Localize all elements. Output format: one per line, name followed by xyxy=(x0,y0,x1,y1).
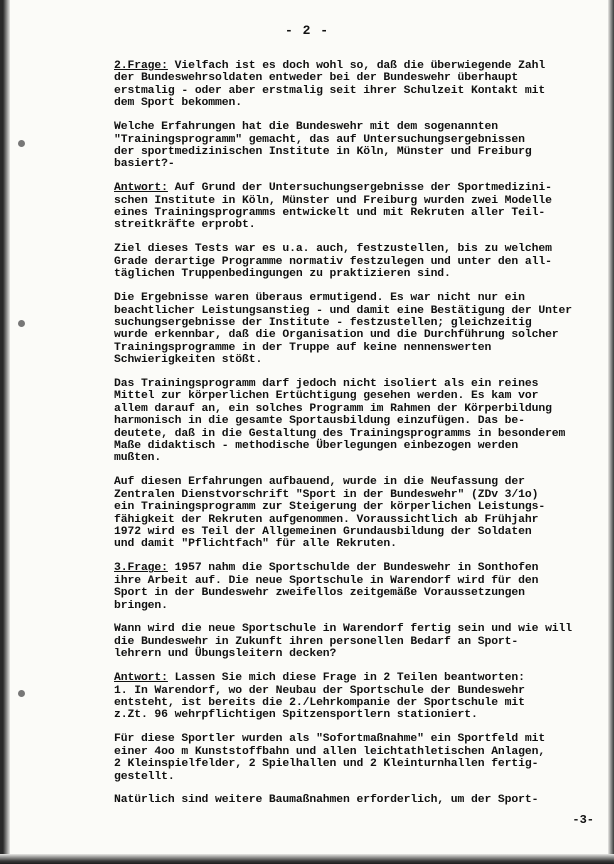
text-line xyxy=(114,182,594,194)
text-line xyxy=(114,317,594,329)
line-text: Natürlich sind weitere Baumaßnahmen erforderlich, um der Sport- xyxy=(114,794,539,807)
text-line xyxy=(114,672,594,684)
line-text: und damit "Pflichtfach" für alle Rekruten. xyxy=(114,538,397,551)
text-line xyxy=(114,440,594,452)
text-line xyxy=(114,243,594,255)
line-text: schen Institute in Köln, Münster und Freiburg wurden zwei Modelle xyxy=(114,194,552,207)
text-line xyxy=(114,538,594,550)
text-line xyxy=(114,428,594,440)
next-page-marker: -3- xyxy=(572,813,594,827)
text-line xyxy=(114,771,594,783)
document-body xyxy=(114,60,594,818)
line-text: Grade derartige Programme normativ festzulegen und unter den all- xyxy=(114,255,552,268)
line-text: fähigkeit der Rekruten aufgenommen. Voraussichtlich ab Frühjahr xyxy=(114,513,539,526)
line-text: der Bundeswehrsoldaten entweder bei der Bundeswehr überhaupt xyxy=(114,72,519,85)
paragraph xyxy=(114,182,594,232)
text-line xyxy=(114,305,594,317)
line-text: bringen. xyxy=(114,599,168,612)
line-text: Die Ergebnisse waren überaus ermutigend. Es war nicht nur ein xyxy=(114,292,525,305)
line-text: täglichen Truppenbedingungen zu praktizieren sind. xyxy=(114,268,451,281)
text-line xyxy=(114,354,594,366)
text-line xyxy=(114,758,594,770)
text-line xyxy=(114,121,594,133)
text-line xyxy=(114,60,594,72)
text-line xyxy=(114,746,594,758)
paragraph xyxy=(114,378,594,465)
text-line xyxy=(114,685,594,697)
paragraph xyxy=(114,121,594,171)
line-text: Das Trainingsprogramm darf jedoch nicht isoliert als ein reines xyxy=(114,378,539,391)
text-line xyxy=(114,452,594,464)
text-line xyxy=(114,378,594,390)
line-text: harmonisch in die gesamte Sportausbildung einzufügen. Das be- xyxy=(114,415,525,428)
text-line xyxy=(114,403,594,415)
paragraph-label: Antwort: xyxy=(114,182,168,195)
line-text: Auf Grund der Untersuchungsergebnisse der Sportmedizini- xyxy=(167,182,552,195)
line-text: 2 Kleinspielfelder, 2 Spielhallen und 2 Kleinturnhallen fertig- xyxy=(114,758,539,771)
line-text: ein Trainingsprogramm zur Steigerung der körperlichen Leistungs- xyxy=(114,501,546,514)
line-text: "Trainingsprogramm" gemacht, das auf Untersuchungsergebnissen xyxy=(114,133,525,146)
line-text: Auf diesen Erfahrungen aufbauend, wurde in die Neufassung der xyxy=(114,476,525,489)
text-line xyxy=(114,733,594,745)
scan-edge-right xyxy=(608,0,614,864)
text-line xyxy=(114,134,594,146)
line-text: die Bundeswehr in Zukunft ihren personellen Bedarf an Sport- xyxy=(114,635,519,648)
text-line xyxy=(114,636,594,648)
line-text: Schwierigkeiten stößt. xyxy=(114,354,263,367)
line-text: 1957 nahm die Sportschulde der Bundeswehr in Sonthofen xyxy=(167,562,539,575)
line-text: Ziel dieses Tests war es u.a. auch, festzustellen, bis zu welchem xyxy=(114,243,552,256)
line-text: deutete, daß in die Gestaltung des Trainingsprogramms in besonderem xyxy=(114,427,566,440)
line-text: einer 4oo m Kunststoffbahn und allen leichtathletischen Anlagen, xyxy=(114,745,546,758)
line-text: entsteht, ist bereits die 2./Lehrkompanie der Sportschule mit xyxy=(114,696,525,709)
line-text: ihre Arbeit auf. Die neue Sportschule in Warendorf wird für den xyxy=(114,574,539,587)
text-line xyxy=(114,146,594,158)
line-text: basiert?- xyxy=(114,158,175,171)
text-line xyxy=(114,648,594,660)
text-line xyxy=(114,489,594,501)
text-line xyxy=(114,514,594,526)
text-line xyxy=(114,390,594,402)
text-line xyxy=(114,158,594,170)
line-text: der sportmedizinischen Institute in Köln, Münster und Freiburg xyxy=(114,145,532,158)
line-text: Vielfach ist es doch wohl so, daß die überwiegende Zahl xyxy=(167,60,546,72)
text-line xyxy=(114,600,594,612)
text-line xyxy=(114,207,594,219)
text-line xyxy=(114,72,594,84)
text-line xyxy=(114,268,594,280)
paragraph-label: Antwort: xyxy=(114,672,168,685)
line-text: dem Sport bekommen. xyxy=(114,97,242,110)
line-text: z.Zt. 96 wehrpflichtigen Spitzensportlern stationiert. xyxy=(114,709,478,722)
line-text: 1972 wird es Teil der Allgemeinen Grundausbildung der Soldaten xyxy=(114,526,532,538)
punch-hole-mark xyxy=(18,140,25,147)
page-number: - 2 - xyxy=(284,23,329,38)
paragraph xyxy=(114,794,594,806)
scan-edge-bottom xyxy=(0,854,614,864)
paragraph-label: 2.Frage: xyxy=(114,60,168,72)
text-line xyxy=(114,697,594,709)
line-text: gestellt. xyxy=(114,770,175,783)
line-text: beachtlicher Leistungsanstieg - und damit eine Bestätigung der Unter xyxy=(114,304,573,317)
paragraph xyxy=(114,60,594,110)
paragraph xyxy=(114,476,594,550)
paragraph xyxy=(114,243,594,280)
line-text: mußten. xyxy=(114,452,162,465)
text-line xyxy=(114,709,594,721)
paragraph xyxy=(114,623,594,660)
line-text: Für diese Sportler wurden als "Sofortmaßnahme" ein Sportfeld mit xyxy=(114,733,546,746)
text-line xyxy=(114,292,594,304)
line-text: Maße didaktisch - methodische Überlegungen einbezogen werden xyxy=(114,440,519,453)
text-line xyxy=(114,526,594,538)
text-line xyxy=(114,195,594,207)
text-line xyxy=(114,85,594,97)
line-text: Mittel zur körperlichen Ertüchtigung gesehen werden. Es kam vor xyxy=(114,390,539,403)
text-line xyxy=(114,623,594,635)
line-text: allem darauf an, ein solches Programm im Rahmen der Körperbildung xyxy=(114,402,552,415)
line-text: eines Trainingsprogramms entwickelt und mit Rekruten aller Teil- xyxy=(114,207,546,220)
scan-edge-left xyxy=(0,0,10,864)
text-line xyxy=(114,476,594,488)
line-text: 1. In Warendorf, wo der Neubau der Sportschule der Bundeswehr xyxy=(114,684,525,697)
text-line xyxy=(114,256,594,268)
line-text: Trainingsprogramme in der Truppe auf keine nennenswerten xyxy=(114,341,492,354)
text-line xyxy=(114,97,594,109)
text-line xyxy=(114,342,594,354)
line-text: erstmalig - oder aber erstmalig seit ihrer Schulzeit Kontakt mit xyxy=(114,84,546,97)
text-line xyxy=(114,329,594,341)
line-text: Sport in der Bundeswehr zweifellos zeitgemäße Voraussetzungen xyxy=(114,587,525,600)
line-text: Zentralen Dienstvorschrift "Sport in der Bundeswehr" (ZDv 3/1o) xyxy=(114,488,539,501)
paragraph xyxy=(114,562,594,612)
paragraph xyxy=(114,292,594,366)
text-line xyxy=(114,794,594,806)
paragraph-label: 3.Frage: xyxy=(114,562,168,575)
text-line xyxy=(114,587,594,599)
line-text: Wann wird die neue Sportschule in Warendorf fertig sein und wie will xyxy=(114,623,573,636)
line-text: lehrern und Übungsleitern decken? xyxy=(114,648,337,661)
line-text: Lassen Sie mich diese Frage in 2 Teilen beantworten: xyxy=(167,672,525,685)
paragraph xyxy=(114,733,594,783)
punch-hole-mark xyxy=(18,690,25,697)
text-line xyxy=(114,501,594,513)
text-line xyxy=(114,562,594,574)
text-line xyxy=(114,415,594,427)
punch-hole-mark xyxy=(18,320,25,327)
line-text: streitkräfte erprobt. xyxy=(114,219,256,232)
line-text: Welche Erfahrungen hat die Bundeswehr mit dem sogenannten xyxy=(114,121,498,134)
text-line xyxy=(114,219,594,231)
line-text: suchungsergebnisse der Institute - festzustellen; gleichzeitig xyxy=(114,316,532,329)
paragraph xyxy=(114,672,594,722)
text-line xyxy=(114,575,594,587)
line-text: wurde erkennbar, daß die Organisation und die Durchführung solcher xyxy=(114,329,559,342)
